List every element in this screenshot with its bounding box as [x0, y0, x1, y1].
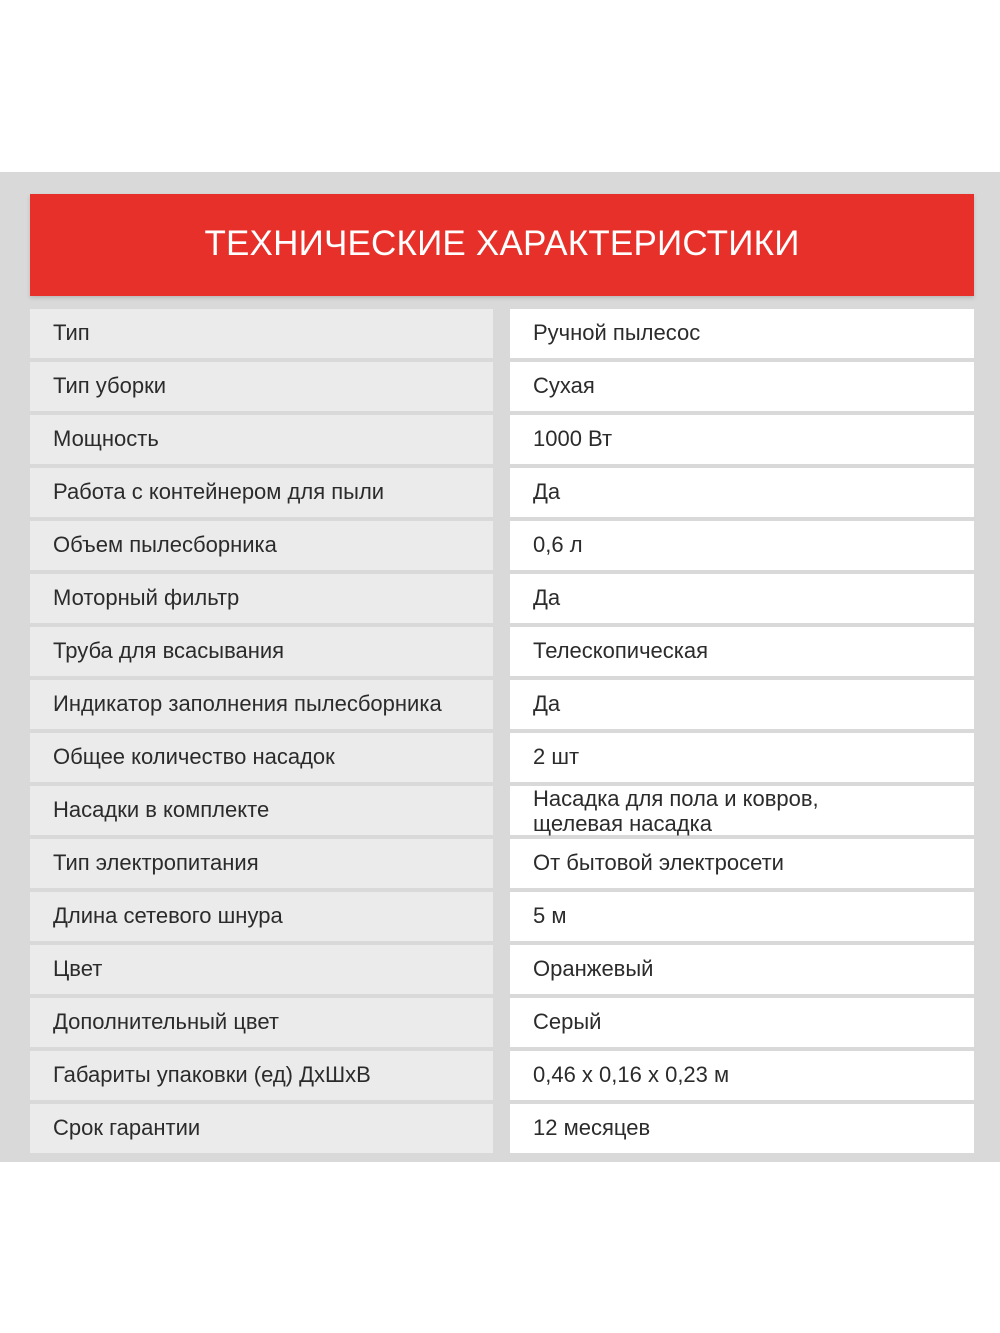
header-banner	[30, 194, 974, 296]
spec-value: 2 шт	[510, 733, 974, 782]
spec-value: Да	[510, 680, 974, 729]
spec-label: Труба для всасывания	[30, 627, 493, 676]
spec-value: 0,6 л	[510, 521, 974, 570]
spec-label: Моторный фильтр	[30, 574, 493, 623]
table-row	[30, 627, 974, 680]
page-title: ТЕХНИЧЕСКИЕ ХАРАКТЕРИСТИКИ	[204, 224, 800, 263]
table-row	[30, 1051, 974, 1104]
spec-label: Мощность	[30, 415, 493, 464]
spec-value: Серый	[510, 998, 974, 1047]
spec-value: 5 м	[510, 892, 974, 941]
table-row	[30, 362, 974, 415]
spec-label: Дополнительный цвет	[30, 998, 493, 1047]
spec-value: 1000 Вт	[510, 415, 974, 464]
table-row	[30, 945, 974, 998]
spec-value: Телескопическая	[510, 627, 974, 676]
spec-value: От бытовой электросети	[510, 839, 974, 888]
table-row	[30, 574, 974, 627]
table-row	[30, 468, 974, 521]
spec-value: Да	[510, 468, 974, 517]
spec-value: Да	[510, 574, 974, 623]
table-row	[30, 415, 974, 468]
spec-label: Работа с контейнером для пыли	[30, 468, 493, 517]
spec-panel	[0, 172, 1000, 1162]
spec-label: Длина сетевого шнура	[30, 892, 493, 941]
spec-label: Тип	[30, 309, 493, 358]
spec-label: Срок гарантии	[30, 1104, 493, 1153]
spec-label: Тип уборки	[30, 362, 493, 411]
spec-label: Общее количество насадок	[30, 733, 493, 782]
spec-label: Тип электропитания	[30, 839, 493, 888]
spec-label: Индикатор заполнения пылесборника	[30, 680, 493, 729]
spec-value: 12 месяцев	[510, 1104, 974, 1153]
spec-label: Объем пылесборника	[30, 521, 493, 570]
table-row	[30, 892, 974, 945]
table-row	[30, 786, 974, 839]
table-row	[30, 1104, 974, 1157]
spec-label: Цвет	[30, 945, 493, 994]
table-row	[30, 309, 974, 362]
spec-value: Оранжевый	[510, 945, 974, 994]
spec-value: Насадка для пола и ковров, щелевая насадка	[510, 786, 974, 835]
table-row	[30, 839, 974, 892]
spec-value: 0,46 x 0,16 x 0,23 м	[510, 1051, 974, 1100]
spec-label: Габариты упаковки (ед) ДхШхВ	[30, 1051, 493, 1100]
spec-value: Сухая	[510, 362, 974, 411]
table-row	[30, 733, 974, 786]
spec-value: Ручной пылесос	[510, 309, 974, 358]
table-row	[30, 521, 974, 574]
spec-label: Насадки в комплекте	[30, 786, 493, 835]
spec-table	[30, 309, 974, 1157]
table-row	[30, 680, 974, 733]
table-row	[30, 998, 974, 1051]
